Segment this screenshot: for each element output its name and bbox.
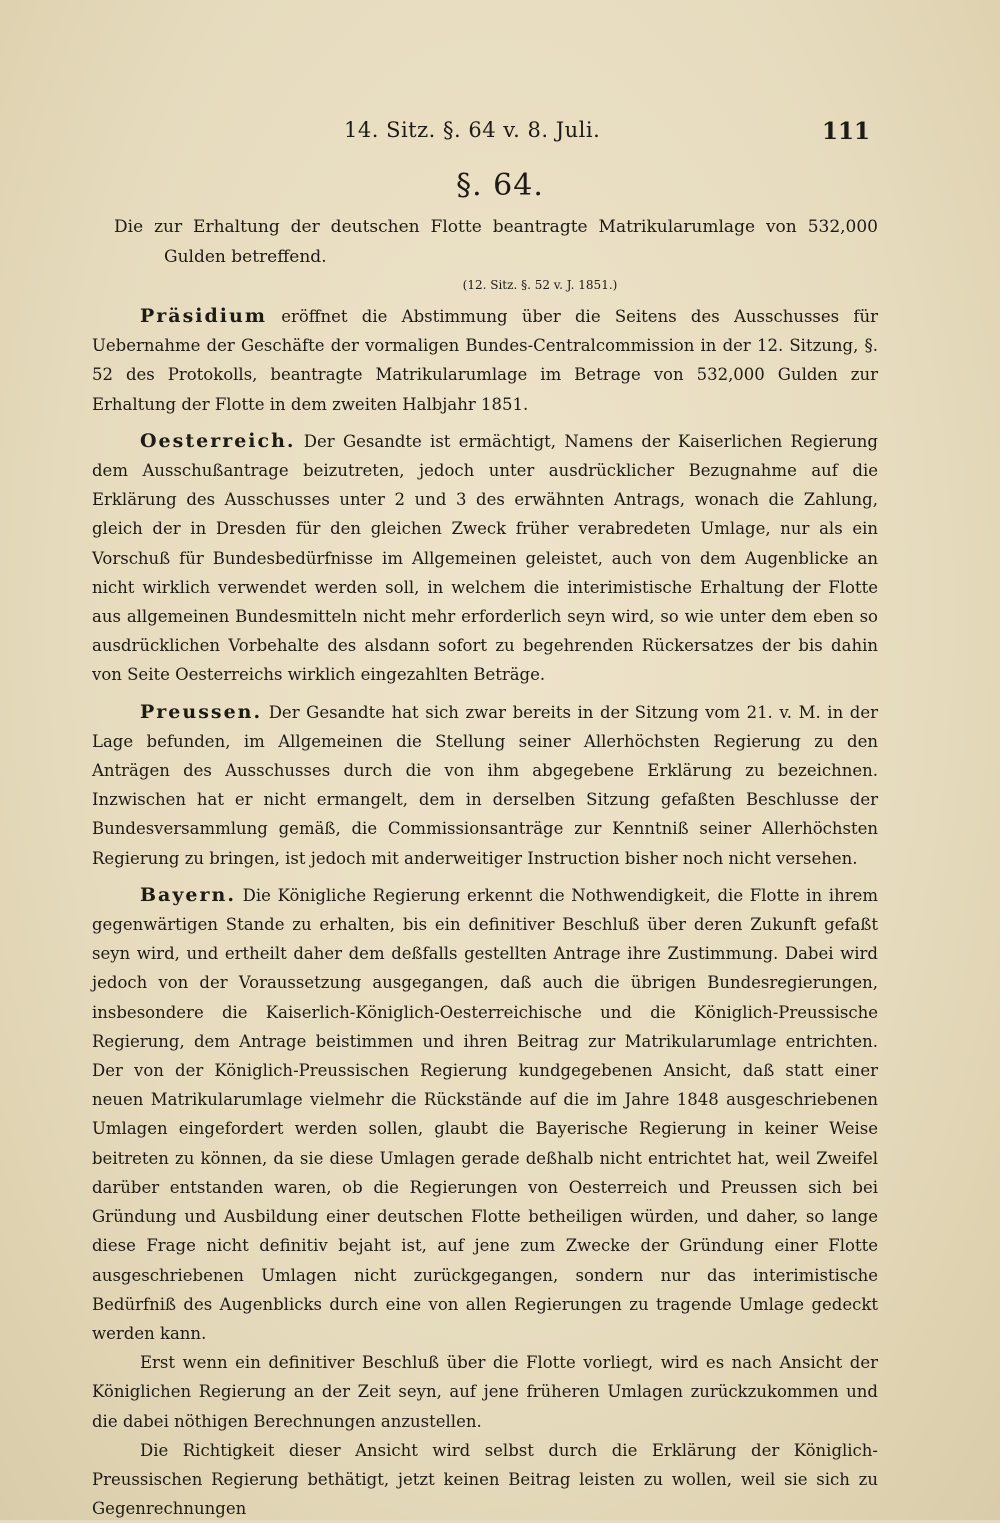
speaker-label: Präsidium <box>140 305 267 327</box>
speaker-label: Preussen. <box>140 700 263 723</box>
paragraph-bayern <box>92 881 878 1348</box>
speaker-label: Oesterreich. <box>140 429 296 452</box>
paragraph-text: Die Richtigkeit dieser Ansicht wird selbst durch die Erklärung der Königlich-Preussischen Regierung bethätigt, jetzt keinen Beitrag leisten zu wollen, weil sie sich zu Gegenrechnungen <box>92 1440 878 1519</box>
section-number: §. 64. <box>456 168 544 203</box>
paragraph-text: eröffnet die Abstimmung über die Seitens des Ausschusses für Uebernahme der Geschäfte der vormaligen Bundes-Centralcommission in der 12. Sitzung, §. 52 des Protokolls, beantragte Matrikularumlage im Betrage von 532,000 Gulden zur Erhaltung der Flotte in dem zweiten Halbjahr 1851. <box>92 307 878 414</box>
section-title: Die zur Erhaltung der deutschen Flotte beantragte Matrikularumlage von 532,000 Gulden betreffend. <box>114 217 878 267</box>
paragraph-text: Der Gesandte ist ermächtigt, Namens der Kaiserlichen Regierung dem Ausschußantrage beizutreten, jedoch unter ausdrücklicher Bezugnahme auf die Erklärung des Ausschusses unter 2 und 3 des erwähnten Antrags, wonach die Zahlung, gleich der in Dresden für den gleichen Zweck früher verabredeten Umlage, nur als ein Vorschuß für Bundesbedürfnisse im Allgemeinen geleistet, auch von dem Augenblicke an nicht wirklich verwendet werden soll, in welchem die interimistische Erhaltung der Flotte aus allgemeinen Bundesmitteln nicht mehr erforderlich seyn wird, so wie unter dem eben so ausdrücklichen Vorbehalte des alsdann sofort zu begehrenden Rückersatzes der bis dahin von Seite Oesterreichs wirklich eingezahlten Beträge. <box>92 431 878 685</box>
paragraph-text: Der Gesandte hat sich zwar bereits in der Sitzung vom 21. v. M. in der Lage befunden, im Allgemeinen die Stellung seiner Allerhöchsten Regierung zu den Anträgen des Ausschusses durch die von ihm abgegebene Erklärung zu bezeichnen. Inzwischen hat er nicht ermangelt, dem in derselben Sitzung gefaßten Beschlusse der Bundesversammlung gemäß, die Commissionsanträge zur Kenntniß seiner Allerhöchsten Regierung zu bringen, ist jedoch mit anderweitiger Instruction bisher noch nicht versehen. <box>92 702 878 868</box>
page-header <box>340 118 870 144</box>
paragraph-preussen <box>92 698 878 873</box>
speaker-label: Bayern. <box>140 883 236 906</box>
document-body <box>92 212 878 1523</box>
paragraph-bayern-continued <box>92 1348 878 1436</box>
paragraph-praesidium <box>92 302 878 419</box>
paragraph-text: Erst wenn ein definitiver Beschluß über die Flotte vorliegt, wird es nach Ansicht der Königlichen Regierung an der Zeit seyn, auf jene früheren Umlagen zurückzukommen und die dabei nöthigen Berechnungen anzustellen. <box>92 1353 878 1431</box>
section-reference: (12. Sitz. §. 52 v. J. 1851.) <box>462 278 618 292</box>
page-number: 111 <box>821 118 870 145</box>
paragraph-text: Die Königliche Regierung erkennt die Nothwendigkeit, die Flotte in ihrem gegenwärtigen Stande zu erhalten, bis ein definitiver Beschluß über deren Zukunft gefaßt seyn wird, und ertheilt daher dem deßfalls gestellten Antrage ihre Zustimmung. Dabei wird jedoch von der Voraussetzung ausgegangen, daß auch die übrigen Bundesregierungen, insbesondere die Kaiserlich-Königlich-Oesterreichische und die Königlich-Preussische Regierung, dem Antrage beistimmen und ihren Beitrag zur Matrikularumlage entrichten. Der von der Königlich-Preussischen Regierung kundgegebenen Ansicht, daß statt einer neuen Matrikularumlage vielmehr die Rückstände auf die im Jahre 1848 ausgeschriebenen Umlagen eingefordert werden sollen, glaubt die Bayerische Regierung in keiner Weise beitreten zu können, da sie diese Umlagen gerade deßhalb nicht entrichtet hat, weil Zweifel darüber entstanden waren, ob die Regierungen von Oesterreich und Preussen sich bei Gründung und Ausbildung einer deutschen Flotte betheiligen würden, und daher, so lange diese Frage nicht definitiv bejaht ist, auf jene zum Zwecke der Gründung einer Flotte ausgeschriebenen Umlagen nicht zurückgegangen, sondern nur das interimistische Bedürfniß des Augenblicks durch eine von allen Regierungen zu tragende Umlage gedeckt werden kann. <box>92 885 878 1343</box>
running-title: 14. Sitz. §. 64 v. 8. Juli. <box>344 118 601 142</box>
paragraph-bayern-final <box>92 1436 878 1523</box>
paragraph-oesterreich <box>92 427 878 690</box>
